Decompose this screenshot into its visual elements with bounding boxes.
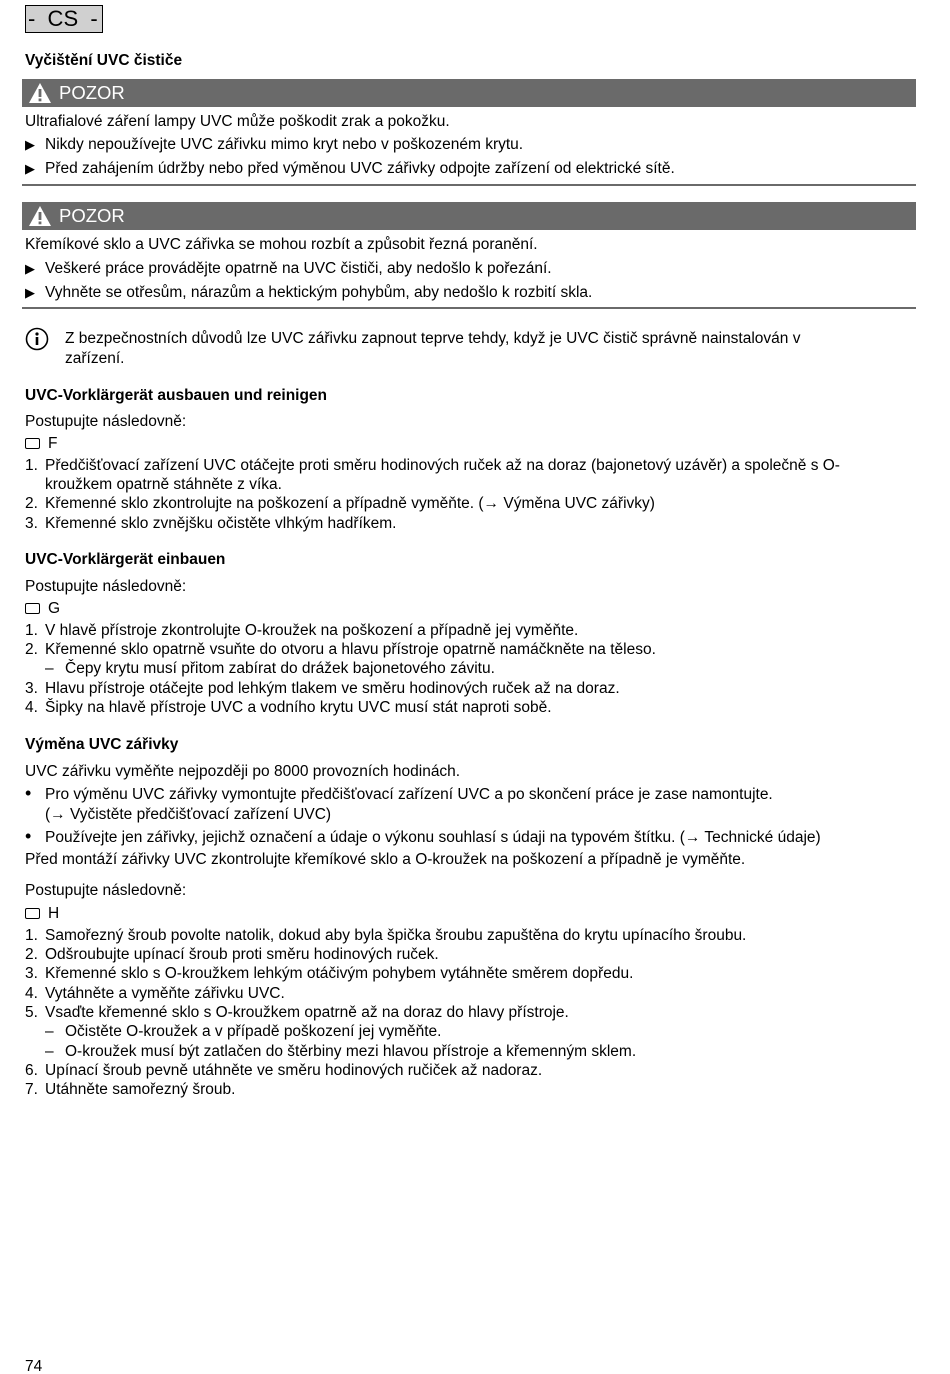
- step: 5. Vsaďte křemenné sklo s O-kroužkem opatrně až na doraz do hlavy přístroje.: [25, 1004, 569, 1021]
- warning-triangle-icon: [28, 205, 52, 227]
- warning-item: ▶ Veškeré práce provádějte opatrně na UVC čističi, aby nedošlo k pořezání.: [25, 260, 552, 277]
- step: 7. Utáhněte samořezný šroub.: [25, 1081, 236, 1098]
- section-intro: UVC zářivku vyměňte nejpozději po 8000 provozních hodinách.: [25, 763, 461, 780]
- step: 2. Odšroubujte upínací šroub proti směru hodinových ruček.: [25, 946, 439, 963]
- divider: [22, 307, 916, 309]
- info-text: zařízení.: [65, 350, 125, 367]
- section-note: Před montáží zářivky UVC zkontrolujte křemíkové sklo a O-kroužek na poškození a případně je vyměňte.: [25, 851, 746, 868]
- step-continuation: kroužkem opatrně stáhněte z víka.: [45, 476, 282, 493]
- procedure-intro: Postupujte následovně:: [25, 413, 187, 430]
- triangle-arrow-icon: ▶: [25, 261, 35, 276]
- language-tag: - CS -: [25, 5, 103, 33]
- sub-step: – O-kroužek musí být zatlačen do štěrbiny mezi hlavou přístroje a křemenným sklem.: [45, 1043, 637, 1060]
- step: 1. Předčišťovací zařízení UVC otáčejte proti směru hodinových ruček až na doraz (bajonetový uzávěr) a společně s O-: [25, 457, 840, 474]
- procedure-intro: Postupujte následovně:: [25, 882, 187, 899]
- bullet-continuation: (→ Vyčistěte předčišťovací zařízení UVC): [45, 806, 332, 823]
- step: 1. V hlavě přístroje zkontrolujte O-kroužek na poškození a případně jej vyměňte.: [25, 622, 579, 639]
- warning-label: POZOR: [59, 82, 125, 103]
- warning-triangle-icon: [28, 82, 52, 104]
- step: 2. Křemenné sklo zkontrolujte na poškození a případně vyměňte. (→ Výměna UVC zářivky): [25, 495, 655, 512]
- sub-step: – Očistěte O-kroužek a v případě poškození jej vyměňte.: [45, 1023, 442, 1040]
- step: 3. Křemenné sklo zvnějšku očistěte vlhkým hadříkem.: [25, 515, 397, 532]
- step: 2. Křemenné sklo opatrně vsuňte do otvoru a hlavu přístroje opatrně namáčkněte na těleso.: [25, 641, 656, 658]
- figure-reference: F: [25, 435, 57, 453]
- bullet-item: • Používejte jen zářivky, jejichž označení a údaje o výkonu souhlasí s údaji na typovém štítku. (→ Technické údaje): [25, 826, 821, 846]
- warning-item: ▶ Vyhněte se otřesům, nárazům a hektickým pohybům, aby nedošlo k rozbití skla.: [25, 284, 593, 301]
- warning-item: ▶ Před zahájením údržby nebo před výměnou UVC zářivky odpojte zařízení od elektrické sítě.: [25, 160, 675, 177]
- figure-reference: G: [25, 600, 60, 618]
- figure-icon: [25, 603, 40, 614]
- warning-text: Ultrafialové záření lampy UVC může poškodit zrak a pokožku.: [25, 113, 450, 130]
- sub-step: – Čepy krytu musí přitom zabírat do drážek bajonetového závitu.: [45, 660, 495, 677]
- info-icon: [25, 327, 49, 351]
- section-title-install: UVC-Vorklärgerät einbauen: [25, 551, 226, 568]
- warning-label: POZOR: [59, 205, 125, 226]
- section-title-remove: UVC-Vorklärgerät ausbauen und reinigen: [25, 387, 328, 404]
- section-title-replace: Výměna UVC zářivky: [25, 736, 179, 753]
- step: 1. Samořezný šroub povolte natolik, dokud aby byla špička šroubu zapuštěna do krytu upínacího šroubu.: [25, 927, 747, 944]
- page-number: 74: [25, 1358, 43, 1374]
- section-title-cleaning: Vyčištění UVC čističe: [25, 52, 183, 69]
- triangle-arrow-icon: ▶: [25, 285, 35, 300]
- figure-icon: [25, 438, 40, 449]
- step: 4. Šipky na hlavě přístroje UVC a vodního krytu UVC musí stát naproti sobě.: [25, 699, 552, 716]
- figure-icon: [25, 908, 40, 919]
- bullet-icon: •: [25, 826, 32, 846]
- bullet-item: • Pro výměnu UVC zářivky vymontujte předčišťovací zařízení UVC a po skončení práce je zase namontujte.: [25, 783, 773, 803]
- triangle-arrow-icon: ▶: [25, 137, 35, 152]
- warning-item: ▶ Nikdy nepoužívejte UVC zářivku mimo kryt nebo v poškozeném krytu.: [25, 136, 524, 153]
- triangle-arrow-icon: ▶: [25, 161, 35, 176]
- info-text: Z bezpečnostních důvodů lze UVC zářivku zapnout teprve tehdy, když je UVC čistič správně nainstalován v: [65, 330, 801, 347]
- warning-banner: [22, 202, 916, 230]
- bullet-icon: •: [25, 783, 32, 803]
- step: 3. Křemenné sklo s O-kroužkem lehkým otáčivým pohybem vytáhněte směrem dopředu.: [25, 965, 634, 982]
- step: 3. Hlavu přístroje otáčejte pod lehkým tlakem ve směru hodinových ruček až na doraz.: [25, 680, 620, 697]
- procedure-intro: Postupujte následovně:: [25, 578, 187, 595]
- step: 4. Vytáhněte a vyměňte zářivku UVC.: [25, 985, 285, 1002]
- warning-banner: [22, 79, 916, 107]
- step: 6. Upínací šroub pevně utáhněte ve směru hodinových ručiček až nadoraz.: [25, 1062, 543, 1079]
- divider: [22, 184, 916, 186]
- warning-text: Křemíkové sklo a UVC zářivka se mohou rozbít a způsobit řezná poranění.: [25, 236, 538, 253]
- figure-reference: H: [25, 905, 59, 923]
